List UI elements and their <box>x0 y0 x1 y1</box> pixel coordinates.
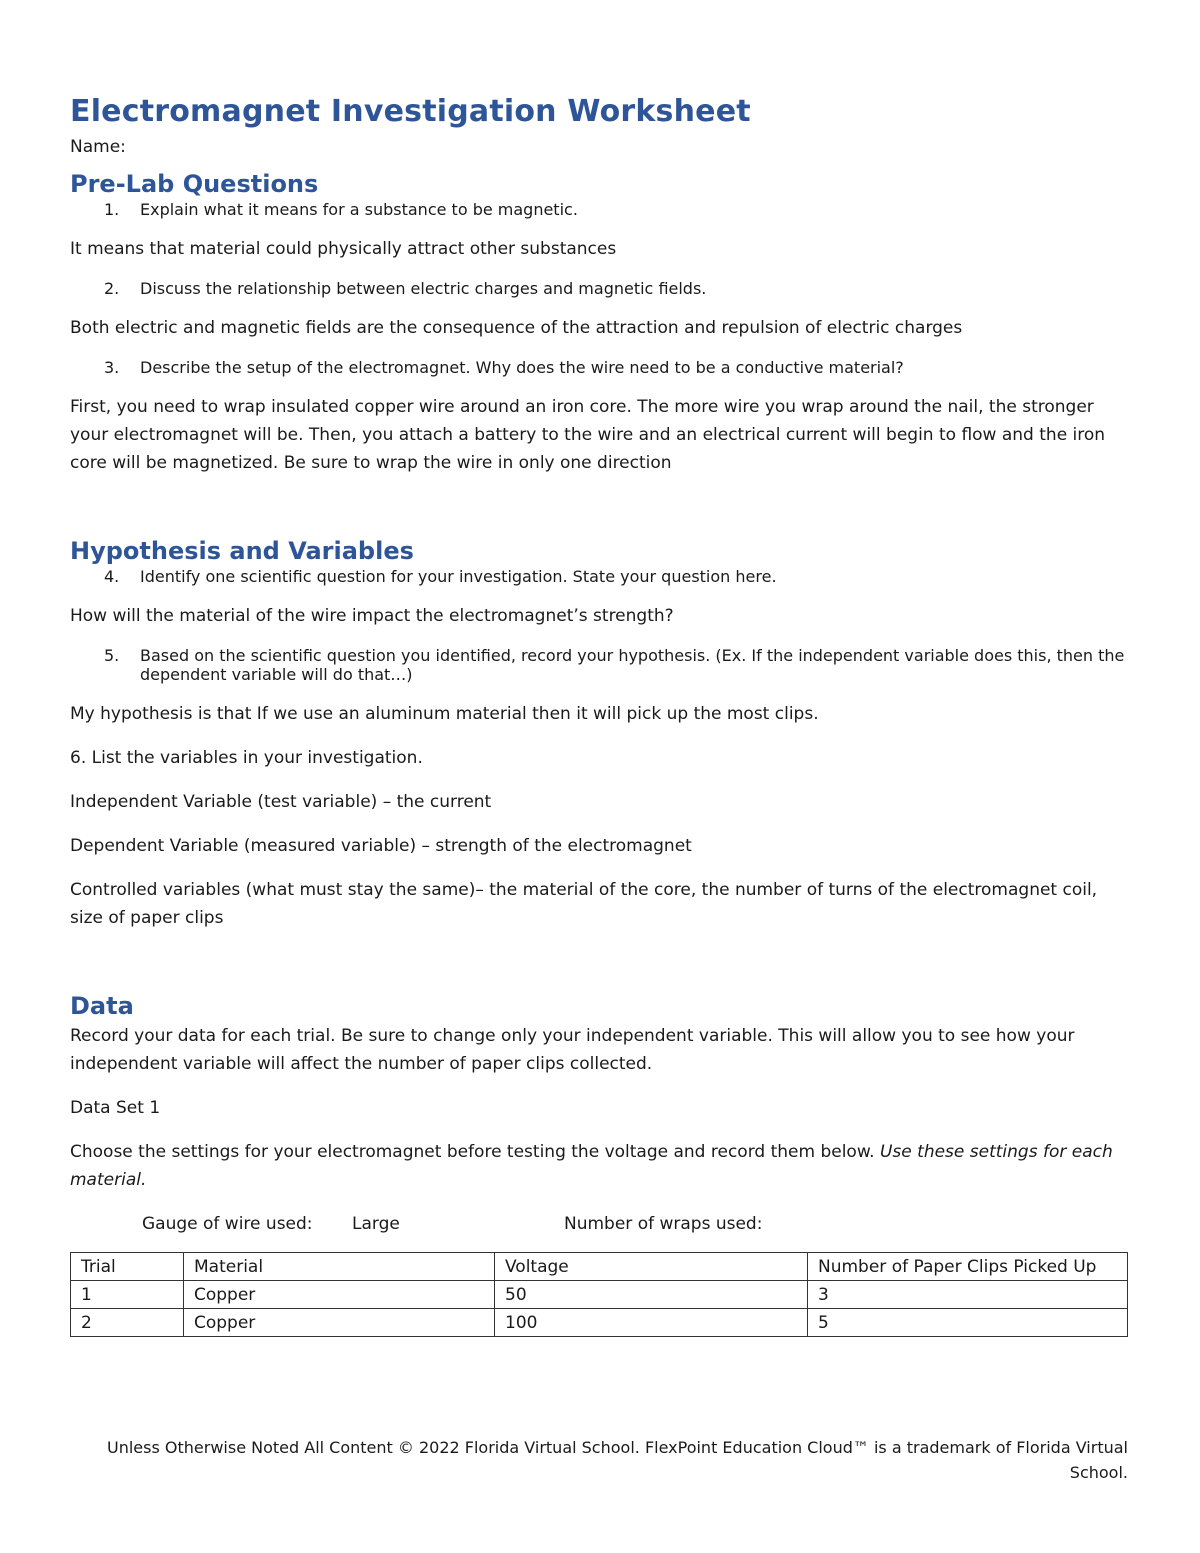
footer-copyright: Unless Otherwise Noted All Content © 2022 Florida Virtual School. FlexPoint Education Cloud™ is a trademark of Florida Virtual School. <box>107 1438 1128 1482</box>
data-heading: Data <box>70 992 134 1020</box>
independent-variable: Independent Variable (test variable) – the current <box>70 792 492 812</box>
wraps-label: Number of wraps used: <box>564 1214 763 1234</box>
question-text: Identify one scientific question for your investigation. State your question here. <box>140 567 777 586</box>
cell-trial: 1 <box>71 1281 184 1309</box>
gauge-label: Gauge of wire used: <box>142 1214 313 1234</box>
cell-paper-clips: 5 <box>808 1309 1128 1337</box>
settings-instructions <box>70 1138 1130 1194</box>
question-5 <box>70 646 1130 684</box>
answer-3: First, you need to wrap insulated copper wire around an iron core. The more wire you wrap around the nail, the stronger your electromagnet will be. Then, you attach a battery to the wire and an electrical current will begin to flow and the iron core will be magnetized. Be sure to wrap the wire in only one direction <box>70 397 1106 473</box>
data-table <box>70 1252 1128 1337</box>
question-text: Describe the setup of the electromagnet. Why does the wire need to be a conductive material? <box>140 358 904 377</box>
prelab-heading: Pre-Lab Questions <box>70 170 319 198</box>
data-set-label: Data Set 1 <box>70 1098 161 1118</box>
answer-5: My hypothesis is that If we use an aluminum material then it will pick up the most clips. <box>70 704 819 724</box>
question-text: Explain what it means for a substance to be magnetic. <box>140 200 578 219</box>
cell-material: Copper <box>184 1281 495 1309</box>
question-text: Based on the scientific question you identified, record your hypothesis. (Ex. If the independent variable does this, then the dependent variable will do that…) <box>140 646 1125 684</box>
controlled-variables: Controlled variables (what must stay the same)– the material of the core, the number of turns of the electromagnet coil, size of paper clips <box>70 880 1098 928</box>
data-intro: Record your data for each trial. Be sure to change only your independent variable. This will allow you to see how your independent variable will affect the number of paper clips collected. <box>70 1026 1075 1074</box>
answer-4: How will the material of the wire impact the electromagnet’s strength? <box>70 606 674 626</box>
header-voltage: Voltage <box>495 1253 808 1281</box>
question-number: 3. <box>104 358 120 377</box>
worksheet-page <box>70 92 1130 1337</box>
gauge-value: Large <box>352 1214 400 1234</box>
question-2 <box>70 279 1130 298</box>
question-3 <box>70 358 1130 377</box>
cell-voltage: 100 <box>495 1309 808 1337</box>
question-6: 6. List the variables in your investigation. <box>70 748 423 768</box>
question-text: Discuss the relationship between electric charges and magnetic fields. <box>140 279 707 298</box>
header-paper-clips: Number of Paper Clips Picked Up <box>808 1253 1128 1281</box>
name-label: Name: <box>70 137 126 157</box>
header-material: Material <box>184 1253 495 1281</box>
cell-trial: 2 <box>71 1309 184 1337</box>
answer-2: Both electric and magnetic fields are the consequence of the attraction and repulsion of electric charges <box>70 318 963 338</box>
hypothesis-heading: Hypothesis and Variables <box>70 537 414 565</box>
question-number: 1. <box>104 200 120 219</box>
question-number: 2. <box>104 279 120 298</box>
question-number: 4. <box>104 567 120 586</box>
settings-instructions-italic: Use these settings for each material. <box>70 1142 1113 1190</box>
table-row <box>71 1281 1128 1309</box>
cell-material: Copper <box>184 1309 495 1337</box>
answer-1: It means that material could physically attract other substances <box>70 239 617 259</box>
question-number: 5. <box>104 646 120 665</box>
header-trial: Trial <box>71 1253 184 1281</box>
question-4 <box>70 567 1130 586</box>
settings-instructions-text: Choose the settings for your electromagnet before testing the voltage and record them below. <box>70 1142 880 1162</box>
dependent-variable: Dependent Variable (measured variable) – strength of the electromagnet <box>70 836 692 856</box>
question-1 <box>70 200 1130 219</box>
cell-paper-clips: 3 <box>808 1281 1128 1309</box>
page-title: Electromagnet Investigation Worksheet <box>70 94 751 129</box>
cell-voltage: 50 <box>495 1281 808 1309</box>
settings-row <box>70 1210 1130 1238</box>
table-header-row <box>71 1253 1128 1281</box>
table-row <box>71 1309 1128 1337</box>
